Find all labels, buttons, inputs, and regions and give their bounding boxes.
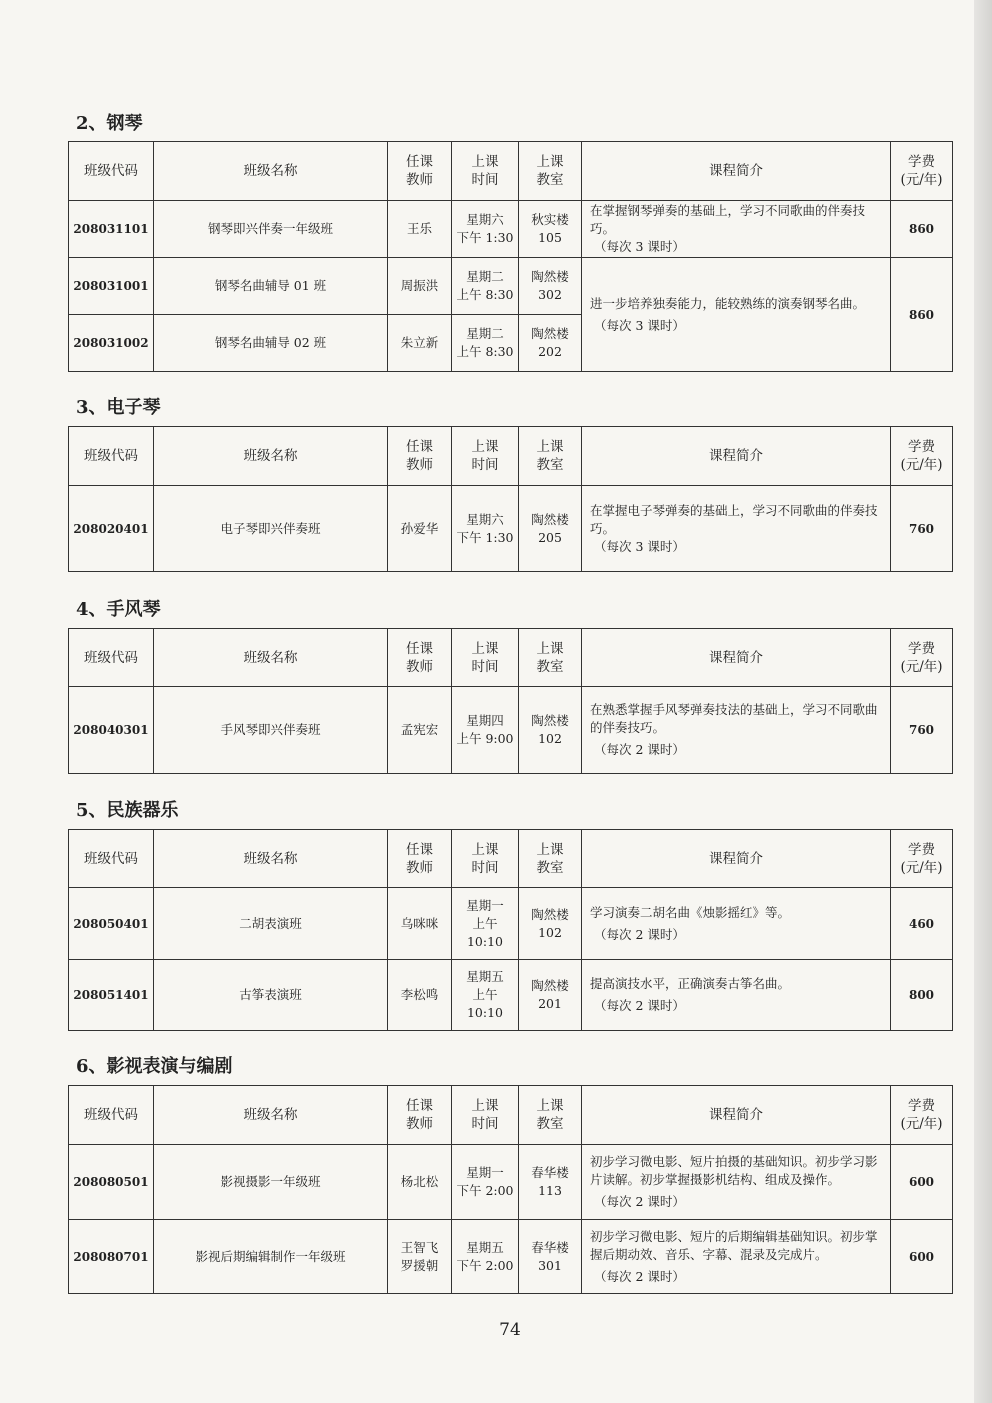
course-table — [68, 628, 953, 774]
class-time: 星期六 下午 1:30 — [452, 486, 519, 572]
header-fee: 学费 (元/年) — [891, 1086, 953, 1145]
header-fee: 学费 (元/年) — [891, 629, 953, 687]
course-table — [68, 141, 953, 372]
course-table — [68, 1085, 953, 1294]
classroom: 春华楼 301 — [519, 1220, 582, 1294]
teacher: 李松鸣 — [388, 960, 452, 1031]
class-time: 星期五 下午 2:00 — [452, 1220, 519, 1294]
class-code: 208031001 — [69, 258, 154, 315]
classroom: 陶然楼 202 — [519, 315, 582, 372]
course-intro: 提高演技水平，正确演奏古筝名曲。 （每次 2 课时） — [582, 960, 891, 1031]
header-time: 上课 时间 — [452, 629, 519, 687]
teacher: 周振洪 — [388, 258, 452, 315]
teacher: 孙爱华 — [388, 486, 452, 572]
tuition-fee: 760 — [891, 486, 953, 572]
section-title: 6、影视表演与编剧 — [76, 1056, 233, 1077]
page-edge-shadow — [974, 0, 992, 1403]
header-intro: 课程简介 — [582, 427, 891, 486]
class-time: 星期四 上午 9:00 — [452, 687, 519, 774]
class-time: 星期五 上午 10:10 — [452, 960, 519, 1031]
header-name: 班级名称 — [154, 1086, 388, 1145]
header-time: 上课 时间 — [452, 427, 519, 486]
table-row — [69, 1145, 953, 1220]
classroom: 陶然楼 302 — [519, 258, 582, 315]
class-code: 208040301 — [69, 687, 154, 774]
table-header-row — [69, 830, 953, 888]
header-name: 班级名称 — [154, 629, 388, 687]
table-row — [69, 486, 953, 572]
class-code: 208050401 — [69, 888, 154, 960]
header-intro: 课程简介 — [582, 830, 891, 888]
table-header-row — [69, 1086, 953, 1145]
course-intro: 在掌握钢琴弹奏的基础上，学习不同歌曲的伴奏技巧。 （每次 3 课时） — [582, 201, 891, 258]
teacher: 王智飞 罗援朝 — [388, 1220, 452, 1294]
header-fee: 学费 (元/年) — [891, 830, 953, 888]
class-name: 钢琴即兴伴奏一年级班 — [154, 201, 388, 258]
header-code: 班级代码 — [69, 1086, 154, 1145]
class-time: 星期六 下午 1:30 — [452, 201, 519, 258]
section-title: 5、民族器乐 — [76, 800, 179, 821]
classroom: 陶然楼 205 — [519, 486, 582, 572]
class-code: 208051401 — [69, 960, 154, 1031]
header-teacher: 任课 教师 — [388, 830, 452, 888]
header-time: 上课 时间 — [452, 1086, 519, 1145]
header-code: 班级代码 — [69, 830, 154, 888]
section-title: 2、钢琴 — [76, 113, 143, 134]
class-time: 星期二 上午 8:30 — [452, 258, 519, 315]
classroom: 陶然楼 102 — [519, 687, 582, 774]
class-name: 影视后期编辑制作一年级班 — [154, 1220, 388, 1294]
class-code: 208080501 — [69, 1145, 154, 1220]
header-name: 班级名称 — [154, 830, 388, 888]
header-fee: 学费 (元/年) — [891, 142, 953, 201]
teacher: 乌咪咪 — [388, 888, 452, 960]
teacher: 杨北松 — [388, 1145, 452, 1220]
header-code: 班级代码 — [69, 142, 154, 201]
header-room: 上课 教室 — [519, 427, 582, 486]
table-row — [69, 687, 953, 774]
table-row — [69, 888, 953, 960]
tuition-fee: 860 — [891, 201, 953, 258]
header-room: 上课 教室 — [519, 1086, 582, 1145]
class-name: 二胡表演班 — [154, 888, 388, 960]
header-room: 上课 教室 — [519, 629, 582, 687]
class-code: 208080701 — [69, 1220, 154, 1294]
class-name: 钢琴名曲辅导 01 班 — [154, 258, 388, 315]
header-room: 上课 教室 — [519, 830, 582, 888]
table-row — [69, 258, 953, 315]
tuition-fee: 600 — [891, 1145, 953, 1220]
classroom: 陶然楼 102 — [519, 888, 582, 960]
table-header-row — [69, 142, 953, 201]
header-intro: 课程简介 — [582, 629, 891, 687]
classroom: 秋实楼 105 — [519, 201, 582, 258]
course-intro: 学习演奏二胡名曲《烛影摇红》等。 （每次 2 课时） — [582, 888, 891, 960]
table-row — [69, 201, 953, 258]
course-intro: 在熟悉掌握手风琴弹奏技法的基础上，学习不同歌曲的伴奏技巧。 （每次 2 课时） — [582, 687, 891, 774]
header-code: 班级代码 — [69, 629, 154, 687]
classroom: 春华楼 113 — [519, 1145, 582, 1220]
class-name: 手风琴即兴伴奏班 — [154, 687, 388, 774]
tuition-fee: 800 — [891, 960, 953, 1031]
header-teacher: 任课 教师 — [388, 142, 452, 201]
teacher: 孟宪宏 — [388, 687, 452, 774]
course-intro: 初步学习微电影、短片拍摄的基础知识。初步学习影片读解。初步掌握摄影机结构、组成及操作。 （每次 2 课时） — [582, 1145, 891, 1220]
table-header-row — [69, 629, 953, 687]
course-intro: 进一步培养独奏能力，能较熟练的演奏钢琴名曲。 （每次 3 课时） — [582, 258, 891, 372]
page-number: 74 — [499, 1320, 521, 1340]
header-time: 上课 时间 — [452, 830, 519, 888]
course-table — [68, 426, 953, 572]
section-title: 3、电子琴 — [76, 397, 161, 418]
classroom: 陶然楼 201 — [519, 960, 582, 1031]
header-code: 班级代码 — [69, 427, 154, 486]
class-code: 208031002 — [69, 315, 154, 372]
header-room: 上课 教室 — [519, 142, 582, 201]
class-name: 钢琴名曲辅导 02 班 — [154, 315, 388, 372]
class-code: 208031101 — [69, 201, 154, 258]
header-intro: 课程简介 — [582, 142, 891, 201]
tuition-fee: 460 — [891, 888, 953, 960]
course-table — [68, 829, 953, 1031]
class-name: 电子琴即兴伴奏班 — [154, 486, 388, 572]
header-name: 班级名称 — [154, 427, 388, 486]
tuition-fee: 600 — [891, 1220, 953, 1294]
teacher: 朱立新 — [388, 315, 452, 372]
tuition-fee: 860 — [891, 258, 953, 372]
header-time: 上课 时间 — [452, 142, 519, 201]
course-intro: 初步学习微电影、短片的后期编辑基础知识。初步掌握后期动效、音乐、字幕、混录及完成片。 （每次 2 课时） — [582, 1220, 891, 1294]
teacher: 王乐 — [388, 201, 452, 258]
tuition-fee: 760 — [891, 687, 953, 774]
header-fee: 学费 (元/年) — [891, 427, 953, 486]
class-code: 208020401 — [69, 486, 154, 572]
table-row — [69, 960, 953, 1031]
header-teacher: 任课 教师 — [388, 1086, 452, 1145]
header-teacher: 任课 教师 — [388, 629, 452, 687]
class-name: 古筝表演班 — [154, 960, 388, 1031]
header-name: 班级名称 — [154, 142, 388, 201]
header-intro: 课程简介 — [582, 1086, 891, 1145]
table-header-row — [69, 427, 953, 486]
class-time: 星期一 下午 2:00 — [452, 1145, 519, 1220]
class-name: 影视摄影一年级班 — [154, 1145, 388, 1220]
course-intro: 在掌握电子琴弹奏的基础上，学习不同歌曲的伴奏技巧。 （每次 3 课时） — [582, 486, 891, 572]
table-row — [69, 1220, 953, 1294]
class-time: 星期一 上午 10:10 — [452, 888, 519, 960]
class-time: 星期二 上午 8:30 — [452, 315, 519, 372]
header-teacher: 任课 教师 — [388, 427, 452, 486]
section-title: 4、手风琴 — [76, 599, 161, 620]
